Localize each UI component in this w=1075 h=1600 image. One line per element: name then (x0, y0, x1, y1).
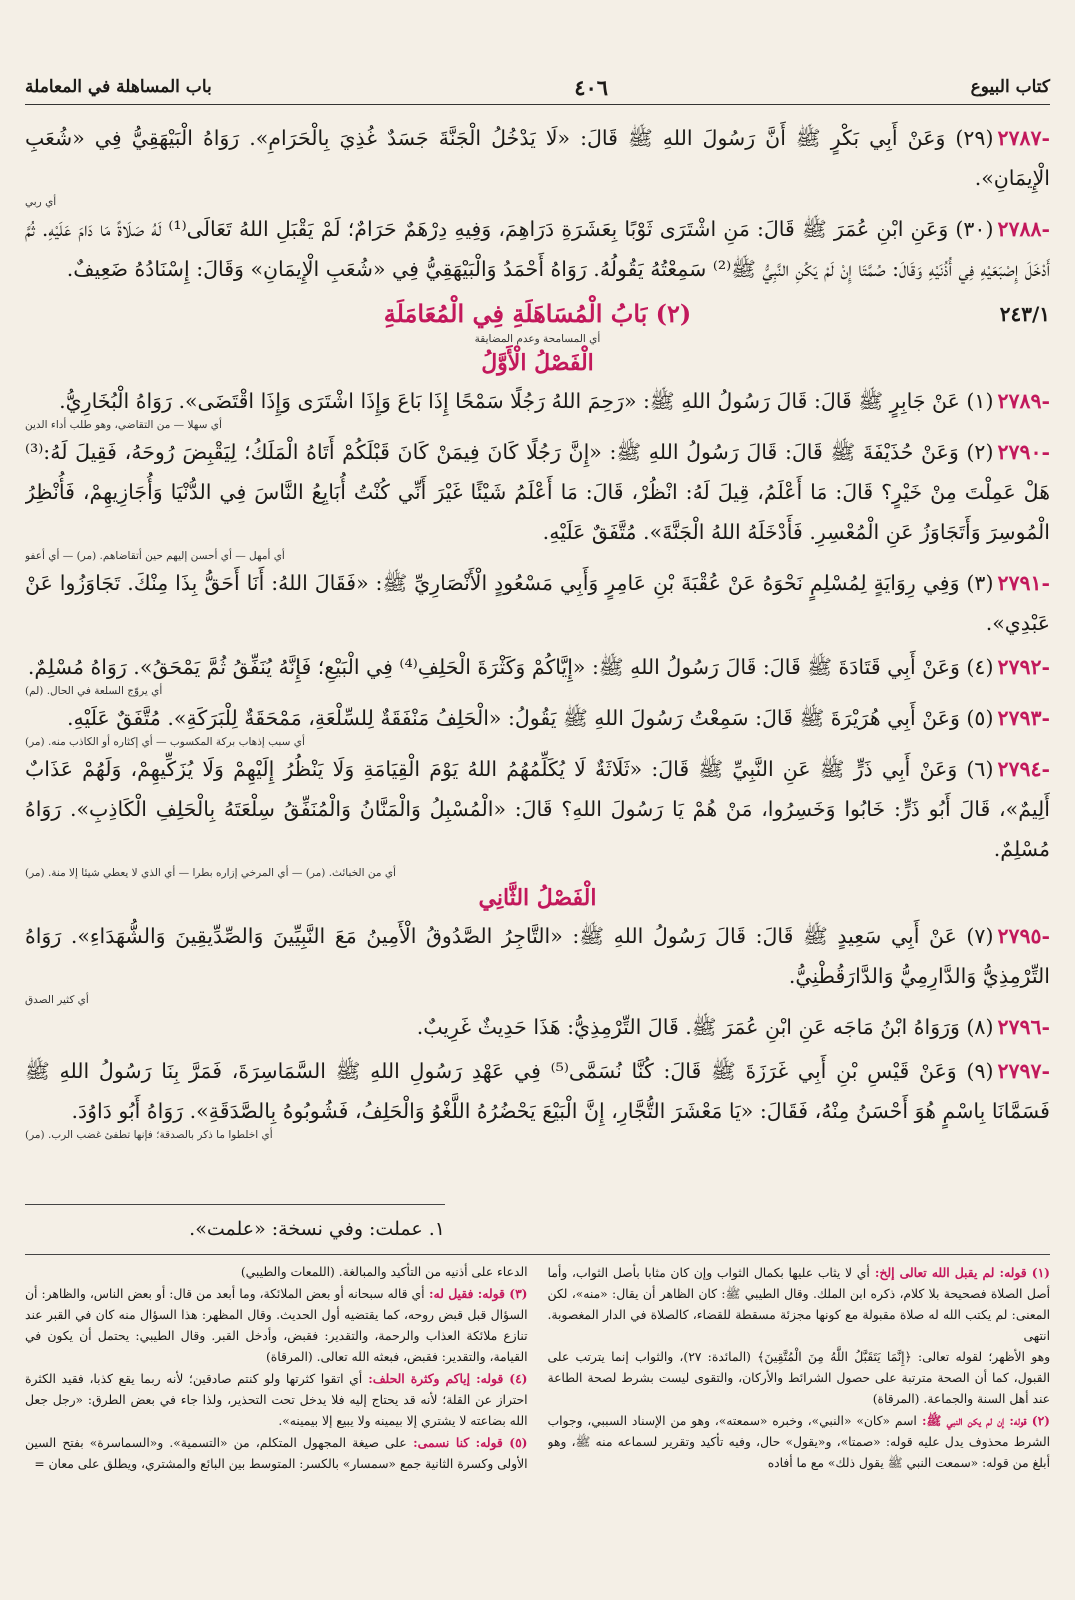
footnote-marker: (٢) قوله: إن لم يكن النبي ﷺ: (916, 1413, 1050, 1428)
footnote-text: أي اتقوا كثرتها ولو كنتم صادقين؛ لأنه ربما يقع كذبا، فقيد الكثرة احتراز عن القلة؛ لأنه قد يحتاج إليه فلا يدخل تحت التحذير، ولذا جاء في بعض الطرق: «رجل جعل الله بضاعته لا يشتري إلا بيمينه ولا يبيع إلا بيمينه». (25, 1372, 528, 1428)
footnote (548, 1347, 1051, 1410)
hadith-text: (٥) وَعَنْ أَبِي هُرَيْرَةَ ﷺ قَالَ: سَمِعْتُ رَسُولَ اللهِ ﷺ يَقُولُ: «الْحَلِفُ مَنْفَقَةٌ لِلسِّلْعَةِ، مَمْحَقَةٌ لِلْبَرَكَةِ». مُتَّفَقٌ عَلَيْهِ. (67, 706, 994, 730)
footnotes-right-column (548, 1262, 1051, 1582)
book-title: كتاب البيوع (970, 77, 1050, 97)
interlinear-gloss: أي يروّج السلعة في الحال. (لم) (25, 685, 163, 697)
hadith-number: -٢٧٨٧ (997, 126, 1050, 150)
running-chapter-title: باب المساهلة في المعاملة (25, 77, 212, 97)
hadith-number: -٢٧٩٦ (997, 1015, 1050, 1039)
hadith-number: -٢٧٩٤ (997, 757, 1050, 781)
hadith-text: (٢٩) وَعَنْ أَبِي بَكْرٍ ﷺ أَنَّ رَسُولَ اللهِ ﷺ قَالَ: «لَا يَدْخُلُ الْجَنَّةَ جَسَدٌ غُذِيَ بِالْحَرَامِ». رَوَاهُ الْبَيْهَقِيُّ فِي «شُعَبِ الْإِيمَانِ». (25, 126, 1050, 190)
footnote (548, 1262, 1051, 1347)
footnote (25, 1432, 528, 1475)
main-text (25, 118, 1050, 1196)
footnote-text: اسم «كان» «النبي»، وخبره «سمعته»، وهو من الإسناد السببي، وجواب الشرط محذوف يدل عليه قوله: «صمتا»، و«يقول» حال، وفيه تأكيد وتقرير لسماعه منه ﷺ، وهو أبلغ من قوله: «سمعت النبي ﷺ يقول ذلك» مع ما أفاده (547, 1414, 1050, 1470)
hadith-number: -٢٧٨٨ (997, 217, 1050, 241)
footnote (25, 1283, 528, 1368)
section-heading-first: الْفَصْلُ الْأَوَّلُ (481, 350, 594, 376)
interlinear-gloss: أي سهلا — من التقاضي، وهو طلب أداء الدين (25, 419, 222, 431)
hadith-group-a (25, 118, 1050, 289)
footnote-text: وهو الأظهر؛ لقوله تعالى: ﴿إِنَّمَا يَتَقَبَّلُ اللَّهُ مِنَ الْمُتَّقِينَ﴾ (المائدة: ٢٧)، والثواب إنما يترتب على القبول، كما أن الصحة مترتبة على حصول الشرائط والأركان، والتقوى ليست بشرط لصحة الطاعة عند أهل السنة والجماعة. (المرقاة) (547, 1350, 1050, 1406)
variant-divider (25, 1204, 445, 1205)
hadith-group-b (25, 381, 1050, 880)
interlinear-gloss: أي أمهل — أي أحسن إليهم حين أتقاضاهم. (مر) — أي أعفو (25, 550, 285, 562)
hadith-text: (٤) وَعَنْ أَبِي قَتَادَةَ ﷺ قَالَ: قَالَ رَسُولُ اللهِ ﷺ: «إِيَّاكُمْ وَكَثْرَةَ الْحَلِفِ⁽⁴⁾ فِي الْبَيْعِ؛ فَإِنَّهُ يُنَفِّقُ ثُمَّ يَمْحَقُ». رَوَاهُ مُسْلِمٌ. (27, 655, 994, 679)
footnote-marker: (٣) قوله: فقيل له: (424, 1286, 528, 1301)
hadith-text: (٩) وَعَنْ قَيْسِ بْنِ أَبِي غَرَزَةَ ﷺ قَالَ: كُنَّا نُسَمَّى⁽⁵⁾ فِي عَهْدِ رَسُولِ اللهِ ﷺ السَّمَاسِرَةَ، فَمَرَّ بِنَا رَسُولُ اللهِ ﷺ فَسَمَّانَا بِاسْمٍ هُوَ أَحْسَنُ مِنْهُ، فَقَالَ: «يَا مَعْشَرَ التُّجَّارِ، إِنَّ الْبَيْعَ يَحْضُرُهُ اللَّغْوُ وَالْحَلِفُ، فَشُوبُوهُ بِالصَّدَقَةِ». رَوَاهُ أَبُو دَاوُدَ. (25, 1059, 1050, 1123)
hadith-paragraph (25, 749, 1050, 869)
hadith-text: (٦) وَعَنْ أَبِي ذَرٍّ ﷺ عَنِ النَّبِيِّ ﷺ قَالَ: «ثَلَاثَةٌ لَا يُكَلِّمُهُمُ اللهُ يَوْمَ الْقِيَامَةِ وَلَا يَنْظُرُ إِلَيْهِمْ وَلَا يُزَكِّيهِمْ، وَلَهُمْ عَذَابٌ أَلِيمٌ»، قَالَ أَبُو ذَرٍّ: خَابُوا وَخَسِرُوا، مَنْ هُمْ يَا رَسُولَ اللهِ؟ قَالَ: «الْمُسْبِلُ وَالْمَنَّانُ وَالْمُنَفِّقُ سِلْعَتَهُ بِالْحَلِفِ الْكَاذِبِ». رَوَاهُ مُسْلِمٌ. (25, 757, 1050, 861)
hadith-paragraph (25, 209, 1050, 289)
footnote-text: أي لا يثاب عليها بكمال الثواب وإن كان مثابا بأصل الثواب، وأما أصل الصلاة فصحيحة بلا كلام، ذكره ابن الملك. وقال الطيبي ﷺ: كان الظاهر أن يقال: «منه»، لكن المعنى: لم يكتب الله له صلاة مقبولة مع كونها مجزئة مسقطة للقضاء، كالصلاة في الدار المغصوبة. انتهى (547, 1266, 1050, 1343)
footnote-text: الدعاء على أذنيه من التأكيد والمبالغة. (اللمعات والطيبي) (240, 1265, 528, 1279)
hadith-paragraph (25, 1007, 1050, 1047)
hadith-paragraph (25, 698, 1050, 738)
variant-note: ١. عملت: وفي نسخة: «علمت». (189, 1218, 445, 1240)
interlinear-gloss: أي كثير الصدق (25, 994, 89, 1006)
hadith-text: (٣) وَفِي رِوَايَةٍ لِمُسْلِمٍ نَحْوَهُ عَنْ عُقْبَةَ بْنِ عَامِرٍ وَأَبِي مَسْعُودٍ الْأَنْصَارِيِّ ﷺ: «فَقَالَ اللهُ: أَنَا أَحَقُّ بِذَا مِنْكَ. تَجَاوَزُوا عَنْ عَبْدِي». (25, 571, 1050, 635)
hadith-paragraph (25, 118, 1050, 198)
footnote (25, 1368, 528, 1432)
footnote-marker: (١) قوله: لم يقبل الله تعالى إلخ: (869, 1265, 1050, 1280)
chapter-title (25, 295, 1050, 333)
hadith-text: (٧) عَنْ أَبِي سَعِيدٍ ﷺ قَالَ: قَالَ رَسُولُ اللهِ ﷺ: «التَّاجِرُ الصَّدُوقُ الْأَمِينُ مَعَ النَّبِيِّينَ وَالصِّدِّيقِينَ وَالشُّهَدَاءِ». رَوَاهُ التِّرْمِذِيُّ وَالدَّارِمِيُّ وَالدَّارَقُطْنِيُّ. (25, 924, 1050, 988)
chapter-heading: (٢) بَابُ الْمُسَاهَلَةِ فِي الْمُعَامَلَةِ (383, 299, 692, 328)
footnotes-left-column (25, 1262, 528, 1582)
hadith-number: -٢٧٩٠ (997, 440, 1050, 464)
hadith-paragraph (25, 381, 1050, 421)
footnote-text: أي قاله سبحانه أو بعض الملائكة، وما أبعد من قال: أو بعض الناس، والظاهر: أن السؤال قبل قبض روحه، كما يقتضيه أول الحديث. وقال المظهر: هذا السؤال منه كان في القبر عند تنازع ملائكة العذاب والرحمة، والتقدير: فقبض، وأدخل القبر. وقال الطيبي: يحتمل أن يكون في القيامة، والتقدير: فقبض، فبعثه الله تعالى. (المرقاة) (25, 1287, 528, 1364)
footnote (548, 1410, 1051, 1474)
hadith-number: -٢٧٩٧ (997, 1059, 1050, 1083)
hadith-text: (٢) وَعَنْ حُذَيْفَةَ ﷺ قَالَ: قَالَ رَسُولُ اللهِ ﷺ: «إِنَّ رَجُلًا كَانَ فِيمَنْ كَانَ قَبْلَكُمْ أَتَاهُ الْمَلَكُ؛ لِيَقْبِضَ رُوحَهُ، فَقِيلَ لَهُ:⁽³⁾ هَلْ عَمِلْتَ مِنْ خَيْرٍ؟ قَالَ: مَا أَعْلَمُ، قِيلَ لَهُ: انْظُرْ، قَالَ: مَا أَعْلَمُ شَيْئًا غَيْرَ أَنِّي كُنْتُ أُبَايِعُ النَّاسَ فِي الدُّنْيَا وَأُجَازِيهِمْ، فَأُنْظِرُ الْمُوسِرَ وَأَتَجَاوَزُ عَنِ الْمُعْسِرِ. فَأَدْخَلَهُ اللهُ الْجَنَّةَ». مُتَّفَقٌ عَلَيْهِ. (25, 440, 1050, 544)
hadith-number: -٢٧٩٢ (997, 655, 1050, 679)
interlinear-gloss: أي ربي (25, 196, 57, 208)
hadith-paragraph (25, 432, 1050, 552)
hadith-number: -٢٧٩٣ (997, 706, 1050, 730)
footnote (25, 1262, 528, 1283)
footnotes (25, 1262, 1050, 1582)
hadith-number: -٢٧٨٩ (997, 389, 1050, 413)
interlinear-gloss: أي من الخبائث. (مر) — أي المرخي إزاره بطرا — أي الذي لا يعطي شيئا إلا منة. (مر) (25, 867, 396, 879)
page-header (25, 70, 1050, 105)
hadith-paragraph (25, 916, 1050, 996)
interlinear-gloss: أي اخلطوا ما ذكر بالصدقة؛ فإنها تطفئ غضب الرب. (مر) (25, 1129, 273, 1141)
hadith-number: -٢٧٩١ (997, 571, 1050, 595)
footnote-text: على صيغة المجهول المتكلم، من «التسمية». و«السماسرة» بفتح السين الأولى وكسرة الثانية جمع «سمسار» بالكسر: المتوسط بين البائع والمشتري، ويطلق على معان = (25, 1436, 528, 1471)
footnote-marker: (٥) قوله: كنا نسمى: (406, 1435, 528, 1450)
hadith-paragraph (25, 647, 1050, 687)
hadith-text: (٣٠) وَعَنِ ابْنِ عُمَرَ ﷺ قَالَ: مَنِ اشْتَرَى ثَوْبًا بِعَشَرَةِ دَرَاهِمَ، وَفِيهِ دِرْهَمٌ حَرَامٌ؛ لَمْ يَقْبَلِ اللهُ تَعَالَى⁽¹⁾ لَهُ صَلَاةً مَا دَامَ عَلَيْهِ. ثُمَّ أَدْخَلَ إِصْبَعَيْهِ فِي أُذُنَيْهِ وَقَالَ: صُمَّتَا إِنْ لَمْ يَكُنِ النَّبِيُّ ﷺ⁽²⁾ سَمِعْتُهُ يَقُولُهُ. رَوَاهُ أَحْمَدُ وَالْبَيْهَقِيُّ فِي «شُعَبِ الْإِيمَانِ» وَقَالَ: إِسْنَادُهُ ضَعِيفٌ. (25, 217, 1050, 281)
hadith-paragraph (25, 1051, 1050, 1131)
hadith-text: (١) عَنْ جَابِرٍ ﷺ قَالَ: قَالَ رَسُولُ اللهِ ﷺ: «رَحِمَ اللهُ رَجُلًا سَمْحًا إِذَا بَاعَ وَإِذَا اشْتَرَى وَإِذَا اقْتَضَى». رَوَاهُ الْبُخَارِيُّ. (59, 389, 994, 413)
footnote-divider (25, 1254, 1050, 1255)
page-number: ٤٠٦ (574, 74, 609, 100)
interlinear-gloss: أي سبب إذهاب بركة المكسوب — أي إكثاره أو الكاذب منه. (مر) (25, 736, 305, 748)
volume-reference: ٢٤٣/١ (999, 302, 1050, 326)
hadith-number: -٢٧٩٥ (997, 924, 1050, 948)
hadith-text: (٨) وَرَوَاهُ ابْنُ مَاجَه عَنِ ابْنِ عُمَرَ ﷺ. قَالَ التِّرْمِذِيُّ: هَذَا حَدِيثٌ غَرِيبٌ. (416, 1015, 994, 1039)
section-heading-second: الْفَصْلُ الثَّانِي (478, 885, 597, 911)
footnote-marker: (٤) قوله: إياكم وكثرة الحلف: (362, 1371, 528, 1386)
hadith-group-c (25, 916, 1050, 1142)
hadith-paragraph (25, 563, 1050, 643)
chapter-gloss: أي المسامحة وعدم المضايقة (474, 333, 601, 345)
